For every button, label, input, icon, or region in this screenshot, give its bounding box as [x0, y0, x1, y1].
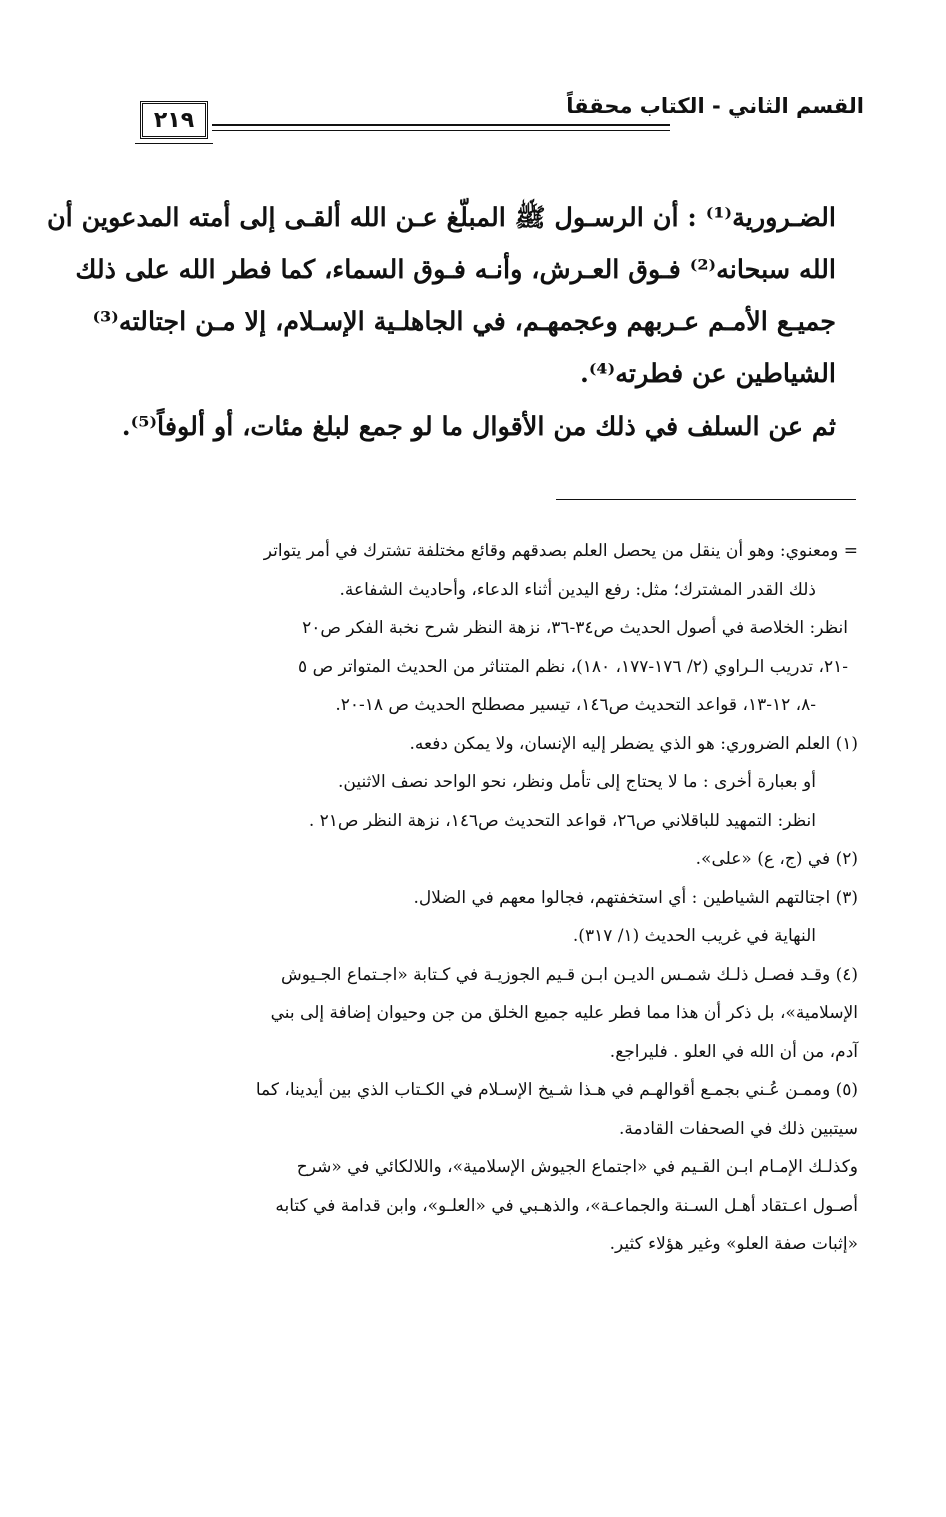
page-number: ٢١٩ [153, 107, 195, 133]
footnote-separator [556, 499, 856, 500]
footnote-line: وكذلـك الإمـام ابـن القـيم في «اجتماع الجيوش الإسلامية»، واللالكائي في «شرح [296, 1157, 858, 1177]
main-line: الله سبحانه⁽²⁾ فـوق العـرش، وأنـه فـوق السماء، كما فطر الله على ذلك [75, 255, 836, 285]
header-rule-thin [212, 130, 670, 131]
footnote-line: = ومعنوي: وهو أن ينقل من يحصل العلم بصدقهم وقائع مختلفة تشترك في أمر يتواتر [263, 541, 858, 561]
footnote-line: الإسلامية»، بل ذكر أن هذا مما فطر عليه جميع الخلق من جن وحيوان إضافة إلى بني [270, 1003, 858, 1023]
footnote-line: (٢) في (ج، ع) «على». [695, 849, 858, 869]
footnote-line: (٥) وممـن عُـني بجمـع أقوالهـم في هـذا شـيخ الإسـلام في الكـتاب الذي بين أيدينا، كما [255, 1080, 858, 1100]
footnote-line: سيتبين ذلك في الصحفات القادمة. [619, 1118, 858, 1139]
footnote-line: آدم، من أن الله في العلو . فليراجع. [609, 1041, 858, 1062]
footnote-line: أصـول اعـتقاد أهـل السـنة والجماعـة»، والذهـبي في «العلـو»، وابن قدامة في كتابه [275, 1195, 858, 1216]
main-text [46, 192, 836, 400]
footnote-line: -٢١، تدريب الـراوي (٢/ ١٧٦-١٧٧، ١٨٠)، نظم المتناثر من الحديث المتواتر ص ٥ [298, 656, 848, 677]
footnote-line: انظر: الخلاصة في أصول الحديث ص٣٤-٣٦، نزهة النظر شرح نخبة الفكر ص٢٠ [302, 618, 848, 638]
footnote-line: النهاية في غريب الحديث (١/ ٣١٧). [572, 926, 816, 946]
footnote-line: (٣) اجتالتهم الشياطين : أي استخفتهم، فجالوا معهم في الضلال. [413, 887, 858, 908]
footnotes [140, 532, 858, 1264]
main-paragraph-2: ثم عن السلف في ذلك من الأقوال ما لو جمع لبلغ مئات، أو ألوفاً⁽⁵⁾. [121, 412, 836, 442]
footnote-line: أو بعبارة أخرى : ما لا يحتاج إلى تأمل ونظر، نحو الواحد نصف الاثنين. [337, 772, 816, 792]
footnote-line: انظر: التمهيد للباقلاني ص٢٦، قواعد التحديث ص١٤٦، نزهة النظر ص٢١ . [308, 810, 816, 831]
running-header-title: القسم الثاني - الكتاب محققاً [566, 94, 864, 118]
footnote-line: (٤) وقـد فصـل ذلـك شمـس الديـن ابـن قـيم الجوزيـة في كـتابة «اجـتماع الجـيوش [280, 964, 858, 985]
footnote-line: (١) العلم الضروري: هو الذي يضطر إليه الإنسان، ولا يمكن دفعه. [409, 733, 858, 754]
main-line: جميـع الأمـم عـربهم وعجمهـم، في الجاهلـية الإسـلام، إلا مـن اجتالته⁽³⁾ [92, 307, 836, 337]
main-line: الشياطين عن فطرته⁽⁴⁾. [579, 359, 836, 389]
main-line: الضـرورية⁽¹⁾ : أن الرسـول ﷺ المبلّغ عـن الله ألقـى إلى أمته المدعوين أن [46, 203, 836, 233]
page-number-box [140, 101, 208, 139]
footnote-line: -٨، ١٢-١٣، قواعد التحديث ص١٤٦، تيسير مصطلح الحديث ص ١٨-٢٠. [335, 695, 816, 715]
footnote-line: «إثبات صفة العلو» وغير هؤلاء كثير. [609, 1234, 858, 1254]
header-rule-thick [212, 124, 670, 126]
footnote-line: ذلك القدر المشترك؛ مثل: رفع اليدين أثناء الدعاء، وأحاديث الشفاعة. [339, 579, 816, 600]
